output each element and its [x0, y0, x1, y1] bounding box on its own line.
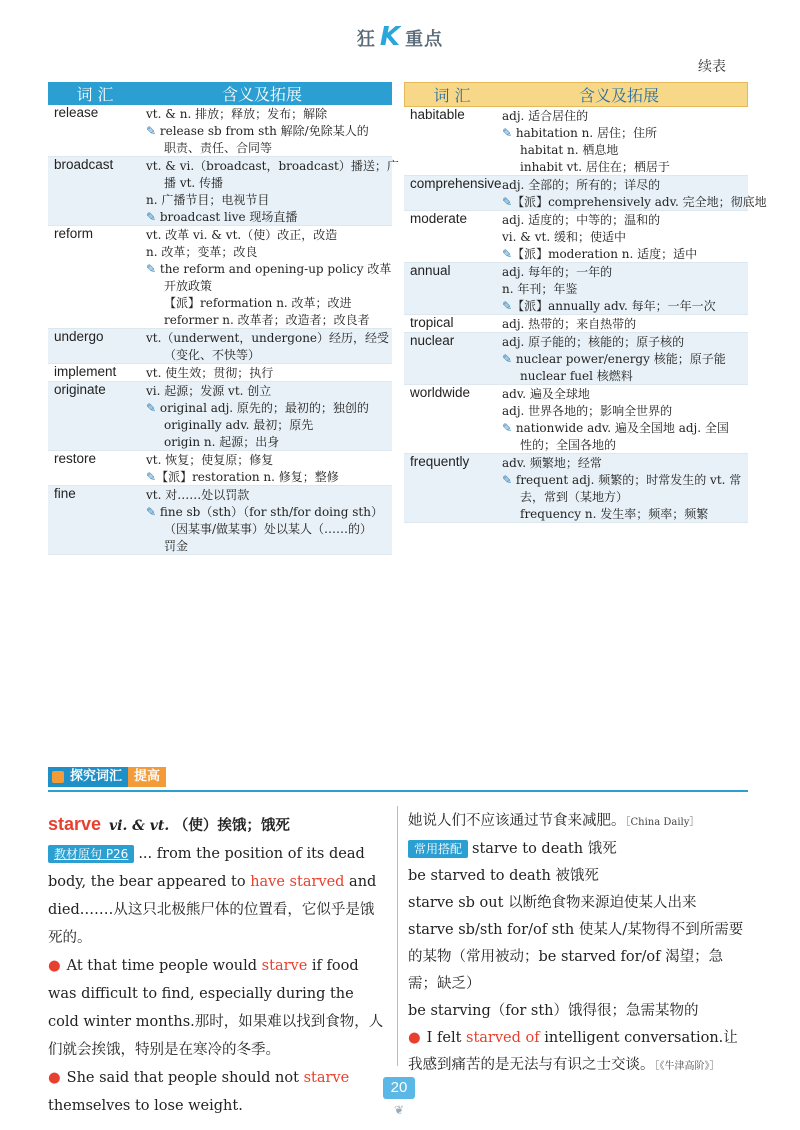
table-row [404, 315, 748, 333]
table-row [404, 333, 748, 385]
starve-entry-right [408, 808, 748, 1080]
definition-line: vi. & vt. 缓和；使适中 [502, 230, 626, 244]
definition-line: adj. 每年的；一年的 [502, 265, 613, 279]
definition-line: vt.（underwent，undergone）经历，经受 [146, 331, 390, 345]
vocab-definition [502, 333, 748, 384]
definition-line: inhabit vt. 居住在；栖居于 [520, 160, 670, 174]
collocation-item: starve sb out 以断绝食物来源迫使某人出来 [408, 895, 697, 911]
definition-line: ✎ the reform and opening-up policy 改革 [146, 262, 392, 276]
definition-line: nuclear fuel 核燃料 [520, 369, 633, 383]
definition-line: vi. 起源；发源 vt. 创立 [146, 384, 272, 398]
definition-line: ✎ frequent adj. 频繁的；时常发生的 vt. 常 [502, 473, 742, 487]
pen-icon: ✎ [146, 210, 157, 224]
pen-icon: ✎ [502, 247, 513, 261]
vocab-word: originate [54, 382, 106, 397]
vocab-definition [502, 315, 748, 332]
pen-icon: ✎ [502, 421, 513, 435]
definition-line: vt. 对……处以罚款 [146, 488, 250, 502]
definition-line: （变化、不快等） [164, 348, 261, 362]
continued-label: 续表 [698, 59, 726, 75]
vocab-definition [502, 263, 748, 314]
bird-icon: ❦ [393, 1103, 405, 1117]
pen-icon: ✎ [146, 124, 157, 138]
definition-line: ✎【派】moderation n. 适度；适中 [502, 247, 698, 261]
definition-line: ✎ habitation n. 居住；住所 [502, 126, 658, 140]
section-divider [48, 790, 748, 792]
definition-line: vt. 改革 vi. & vt.（使）改正，改造 [146, 228, 338, 242]
definition-line: 职责、责任、合同等 [164, 141, 273, 155]
vocab-word: moderate [410, 211, 468, 226]
definition-line: ✎ broadcast live 现场直播 [146, 210, 298, 224]
example-sentence: ● I felt starved of intelligent conversation.让我感到痛苦的是无法与有识之士交谈。［《牛津高阶》］ [408, 1030, 738, 1073]
definition-line: ✎【派】restoration n. 修复；整修 [146, 470, 339, 484]
definition-line: 性的；全国各地的 [520, 438, 617, 452]
table-header: 词 汇 含义及拓展 [404, 82, 748, 107]
collocation-item: be starved to death 被饿死 [408, 868, 599, 884]
vocab-table-left [48, 82, 399, 555]
vocab-definition [502, 107, 748, 175]
table-row [404, 454, 748, 523]
example-sentence: ● At that time people would starve if food was difficult to find, especially during the cold winter months.那时，如果难以找到食物，人们就会挨饿，特别是在寒冷的冬季。 [48, 958, 384, 1058]
table-row [48, 451, 392, 486]
pen-icon: ✎ [146, 470, 157, 484]
vocab-definition [146, 157, 399, 225]
example-sentence: ● She said that people should not starve themselves to lose weight. [48, 1070, 350, 1114]
pen-icon: ✎ [146, 505, 157, 519]
vocab-definition [146, 451, 392, 485]
starve-entry-left [48, 810, 388, 1120]
pen-icon: ✎ [502, 352, 513, 366]
vocab-word: nuclear [410, 333, 455, 348]
vocab-definition [146, 382, 392, 450]
definition-line: frequency n. 发生率；频率；频繁 [520, 507, 709, 521]
vocab-definition [502, 385, 748, 453]
definition-line: ✎ fine sb（sth）（for sth/for doing sth） [146, 505, 383, 519]
table-row [48, 226, 392, 329]
vocab-definition [146, 364, 392, 381]
vocab-word: annual [410, 263, 451, 278]
definition-line: 罚金 [164, 539, 189, 553]
definition-line: 去，常到（某地方） [520, 490, 629, 504]
definition-line: adv. 遍及全球地 [502, 387, 590, 401]
table-row [404, 107, 748, 176]
entry-headline: starve vi. & vt. （使）挨饿；饿死 [48, 814, 290, 834]
vocab-definition [502, 454, 748, 522]
definition-line: ✎ nuclear power/energy 核能；原子能 [502, 352, 726, 366]
definition-line: n. 广播节目；电视节目 [146, 193, 270, 207]
vocab-word: worldwide [410, 385, 471, 400]
definition-line: adv. 频繁地；经常 [502, 456, 602, 470]
series-logo: 狂 K 重点 [356, 22, 444, 52]
definition-line: adj. 全部的；所有的；详尽的 [502, 178, 661, 192]
definition-line: （因某事/做某事）处以某人（……的） [164, 522, 373, 536]
definition-line: vt. & n. 排放；释放；发布；解除 [146, 107, 328, 121]
vocab-definition [502, 211, 748, 262]
definition-line: n. 年刊；年鉴 [502, 282, 578, 296]
definition-line: ✎ original adj. 原先的；最初的；独创的 [146, 401, 369, 415]
vocab-word: comprehensive [410, 176, 502, 191]
table-row [404, 211, 748, 263]
vocab-word: reform [54, 226, 94, 241]
pen-icon: ✎ [502, 473, 513, 487]
vocab-word: restore [54, 451, 97, 466]
vocab-word: implement [54, 364, 117, 379]
vocab-definition [502, 176, 767, 210]
pen-icon: ✎ [146, 401, 157, 415]
table-row [404, 263, 748, 315]
collocation-item: starve sb/sth for/of sth 使某人/某物得不到所需要的某物（常用被动；be starved for/of 渴望；急需；缺乏） [408, 922, 744, 992]
definition-line: adj. 适度的；中等的；温和的 [502, 213, 661, 227]
definition-line: 开放政策 [164, 279, 213, 293]
pen-icon: ✎ [146, 262, 157, 276]
table-row [48, 157, 399, 226]
definition-line: ✎【派】annually adv. 每年；一年一次 [502, 299, 716, 313]
vocab-word: broadcast [54, 157, 114, 172]
pen-icon: ✎ [502, 126, 513, 140]
table-row [48, 364, 392, 382]
table-row [404, 176, 767, 211]
vocab-table-right [404, 82, 767, 523]
page-number: 20 [383, 1077, 415, 1099]
table-header: 词 汇 含义及拓展 [48, 82, 392, 105]
vocab-definition [146, 105, 392, 156]
definition-line: ✎ release sb from sth 解除/免除某人的 [146, 124, 369, 138]
column-divider [397, 806, 398, 1066]
vocab-word: tropical [410, 315, 454, 330]
example-translation: 她说人们不应该通过节食来减肥。［China Daily］ [408, 813, 700, 829]
vocab-word: frequently [410, 454, 470, 469]
table-row [48, 105, 392, 157]
pen-icon: ✎ [502, 195, 513, 209]
vocab-definition [146, 486, 392, 554]
definition-line: adj. 世界各地的；影响全世界的 [502, 404, 673, 418]
collocations: 常用搭配 starve to death 饿死 [408, 836, 748, 863]
definition-line: reformer n. 改革者；改造者；改良者 [164, 313, 370, 327]
vocab-word: habitable [410, 107, 465, 122]
definition-line: origin n. 起源；出身 [164, 435, 280, 449]
definition-line: originally adv. 最初；原先 [164, 418, 314, 432]
definition-line: 播 vt. 传播 [164, 176, 224, 190]
definition-line: adj. 原子能的；核能的；原子核的 [502, 335, 685, 349]
table-row [48, 329, 392, 364]
definition-line: ✎ nationwide adv. 遍及全国地 adj. 全国 [502, 421, 729, 435]
definition-line: vt. & vi.（broadcast，broadcast）播送；广 [146, 159, 399, 173]
definition-line: habitat n. 栖息地 [520, 143, 619, 157]
table-row [48, 382, 392, 451]
definition-line: vt. 恢复；使复原；修复 [146, 453, 274, 467]
table-row [48, 486, 392, 555]
definition-line: adj. 热带的；来自热带的 [502, 317, 637, 331]
definition-line: adj. 适合居住的 [502, 109, 589, 123]
vocab-word: undergo [54, 329, 104, 344]
definition-line: n. 改革；变革；改良 [146, 245, 258, 259]
source-sentence: 教材原句 P26 ... from the position of its dead body, the bear appeared to have starved and died.……从这只北极熊尸体的位置看，它似乎是饿死的。 [48, 846, 377, 946]
pen-icon: ✎ [502, 299, 513, 313]
definition-line: 【派】reformation n. 改革；改进 [164, 296, 352, 310]
collocation-item: be starving（for sth）饿得很；急需某物的 [408, 1003, 699, 1019]
vocab-definition [146, 226, 392, 328]
vocab-word: fine [54, 486, 76, 501]
definition-line: vt. 使生效；贯彻；执行 [146, 366, 274, 380]
vocab-definition [146, 329, 392, 363]
table-row [404, 385, 748, 454]
definition-line: ✎【派】comprehensively adv. 完全地；彻底地 [502, 195, 767, 209]
vocab-word: release [54, 105, 99, 120]
section-title: 探究词汇 提高 [48, 765, 166, 787]
